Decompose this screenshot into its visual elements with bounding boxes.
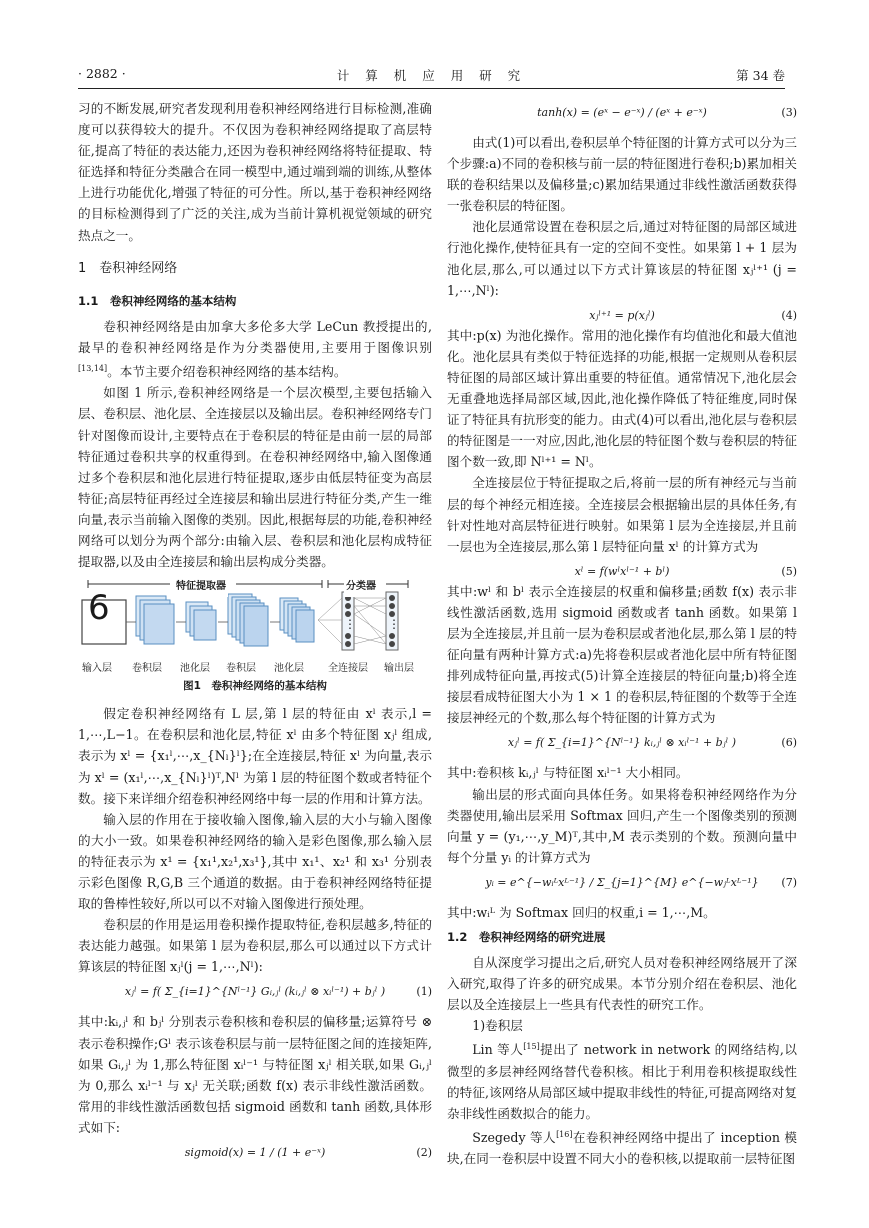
label-fc-layer: 全连接层	[328, 663, 368, 675]
paragraph-r3: 其中:p(x) 为池化操作。常用的池化操作有均值池化和最大值池化。池化层具有类似于特征选择的功能,根据一定规则从卷积层特征图的局部区域计算出重要的特征值。通常情况下,池化层会无重叠地选择局部区域,因此,池化操作降低了特征维度,同时保证了特征具有抗形变的能力。由式(4)可以看出,池化层与卷积层的特征图是一一对应,因此,池化层的特征图个数与卷积层的特征图个数一致,即 Nˡ⁺¹ = Nˡ。	[447, 327, 797, 470]
feature-extractor-label: 特征提取器	[174, 576, 228, 597]
running-header	[78, 66, 785, 88]
figure-1	[78, 576, 432, 678]
paragraph-r9: 自从深度学习提出之后,研究人员对卷积神经网络展开了深入研究,取得了许多的研究成果。本节分别介绍在卷积层、池化层以及全连接层上一些具有代表性的研究工作。	[447, 955, 797, 1013]
paragraph-r7: 输出层的形式面向具体任务。如果将卷积神经网络作为分类器使用,输出层采用 Softmax 回归,产生一个图像类别的预测向量 y = (y₁,⋯,y_M)ᵀ,其中,M 表示类别的个数。预测向量中每个分量 yᵢ 的计算方式为	[447, 786, 797, 865]
equation-4	[447, 301, 797, 325]
equation-7-number: (7)	[781, 875, 797, 889]
equation-6-body: xⱼˡ = f( Σ_{i=1}^{Nˡ⁻¹} kᵢ,ⱼˡ ⊗ xᵢˡ⁻¹ + bⱼˡ )	[507, 736, 737, 750]
paragraph-1-1c: 假定卷积神经网络有 L 层,第 l 层的特征由 xˡ 表示,l = 1,⋯,L−1。在卷积层和池化层,特征 xˡ 由多个特征图 xⱼˡ 组成,表示为 xˡ = {x₁ˡ,⋯,x_{Nₗ}ˡ};在全连接层,特征 xˡ 为向量,表示为 xˡ = (x₁ˡ,⋯,x_{Nₗ}ˡ)ᵀ,Nˡ 为第 l 层的特征图个数或者特征个数。接下来详细介绍卷积神经网络中每一层的作用和计算方法。	[78, 706, 432, 806]
equation-5-body: xˡ = f(wˡxˡ⁻¹ + bˡ)	[574, 564, 670, 578]
paragraph-1-1d: 输入层的作用在于接收输入图像,输入层的大小与输入图像的大小一致。如果卷积神经网络的输入是彩色图像,那么输入层的特征表示为 x¹ = {x₁¹,x₂¹,x₃¹},其中 x₁¹、x₂¹ 和 x₃¹ 分别表示彩色图像 R,G,B 三个通道的数据。由于卷积神经网络特征提取的鲁棒性较好,所以可以不对输入图像进行预处理。	[78, 811, 432, 912]
paragraph-r5: 其中:wˡ 和 bˡ 表示全连接层的权重和偏移量;函数 f(x) 表示非线性激活函数,选用 sigmoid 函数或者 tanh 函数。如果第 l 层为全连接层,并且前一层为卷积层或者池化层,那么第 l 层的特征向量有两种计算方式:a)先将卷积层或者池化层中所有特征图排列成特征向量,再按式(5)计算全连接层的特征向量;b)将全连接层看成特征图大小为 1 × 1 的卷积层,特征图的个数等于全连接层神经元的个数,那么每个特征图的计算方式为	[447, 583, 797, 726]
label-input-layer: 输入层	[82, 663, 112, 675]
paragraph-text: Szegedy 等人	[472, 1130, 557, 1146]
paragraph-r12	[447, 1124, 797, 1169]
paragraph-r11	[447, 1036, 797, 1124]
citation[interactable]: [15]	[523, 1042, 540, 1052]
equation-6	[447, 728, 797, 762]
volume-label: 第 34 卷	[736, 68, 785, 83]
paragraph-intro: 习的不断发展,研究者发现利用卷积神经网络进行目标检测,准确度可以获得较大的提升。不仅因为卷积神经网络提取了高层特征,提高了特征的表达能力,还因为卷积神经网络将特征提取、特征选择和特征分类融合在同一模型中,通过端到端的训练,从整体上进行功能优化,增强了特征的可分性。所以,基于卷积神经网络的目标检测得到了广泛的关注,成为当前计算机视觉领域的研究热点之一。	[78, 101, 432, 243]
page-number: · 2882 ·	[78, 66, 126, 81]
classifier-label: 分类器	[344, 576, 378, 597]
equation-1-number: (1)	[416, 985, 432, 999]
label-conv-layer-1: 卷积层	[132, 663, 162, 675]
paragraph-r6: 其中:卷积核 kᵢ,ⱼˡ 与特征图 xᵢˡ⁻¹ 大小相同。	[447, 765, 689, 781]
section-heading-1: 1 卷积神经网络	[78, 260, 178, 276]
equation-5-number: (5)	[781, 564, 797, 578]
equation-7-body: yᵢ = e^{−wᵢᴸxᴸ⁻¹} / Σ_{j=1}^{M} e^{−wⱼᴸxᴸ⁻¹}	[485, 875, 759, 889]
equation-3-number: (3)	[781, 106, 797, 119]
equation-1	[78, 977, 432, 1011]
paragraph-text: 在卷积神经网络中提出了 inception 模块,在同一卷积层中设置不同大小的卷积核,以提取前一层特征图	[447, 1130, 797, 1167]
paragraph-text: 。本节主要介绍卷积神经网络的基本结构。	[107, 364, 347, 380]
label-output-layer: 输出层	[384, 663, 414, 675]
paragraph-text: 提出了 network in network 的网络结构,以微型的多层神经网络替代卷积核。相比于利用卷积核提取线性的特征,该网络从局部区域中提取非线性的特征,可提高网络对复杂非线性函数拟合的能力。	[447, 1042, 797, 1121]
fc-ellipsis: ⋮	[344, 617, 356, 632]
paragraph-r4: 全连接层位于特征提取之后,将前一层的所有神经元与当前层的每个神经元相连接。全连接层会根据输出层的具体任务,有针对性地对高层特征进行映射。如果第 l 层为全连接层,并且前一层也为全连接层,那么第 l 层特征向量 xˡ 的计算方式为	[447, 475, 797, 554]
label-pool-layer-2: 池化层	[274, 663, 304, 675]
equation-1-body: xⱼˡ = f( Σ_{i=1}^{Nˡ⁻¹} Gᵢ,ⱼˡ (kᵢ,ⱼˡ ⊗ xᵢˡ⁻¹) + bⱼˡ )	[124, 985, 386, 999]
paragraph-1-1b: 如图 1 所示,卷积神经网络是一个层次模型,主要包括输入层、卷积层、池化层、全连接层以及输出层。卷积神经网络专门针对图像而设计,主要特点在于卷积层的特征是由前一层的局部特征通过卷积共享的权重得到。在卷积神经网络中,输入图像通过多个卷积层和池化层进行特征提取,逐步由低层特征变为高层特征;高层特征再经过全连接层和输出层进行特征分类,产生一维向量,表示当前输入图像的类别。因此,根据每层的功能,卷积神经网络可以划分为两个部分:由输入层、卷积层和池化层构成特征提取器,以及由全连接层和输出层构成分类器。	[78, 385, 432, 570]
journal-title: 计 算 机 应 用 研 究	[336, 68, 527, 83]
paragraph-r1: 由式(1)可以看出,卷积层单个特征图的计算方式可以分为三个步骤:a)不同的卷积核与前一层的特征图进行卷积;b)累加相关联的卷积结果以及偏移量;c)累加结果通过非线性激活函数获得一张卷积层的特征图。	[447, 135, 797, 214]
label-pool-layer-1: 池化层	[180, 663, 210, 675]
pool-layer-1-stack	[186, 602, 216, 640]
left-column	[78, 98, 432, 1172]
paragraph-text: 卷积神经网络是由加拿大多伦多大学 LeCun 教授提出的,最早的卷积神经网络是作为分类器使用,主要用于图像识别	[78, 318, 432, 355]
equation-2-number: (2)	[416, 1146, 432, 1160]
equation-2	[78, 1138, 432, 1172]
paragraph-1-1a	[78, 316, 432, 382]
citation[interactable]: [16]	[556, 1130, 573, 1140]
paragraph-1-1e: 卷积层的作用是运用卷积操作提取特征,卷积层越多,特征的表达能力越强。如果第 l 层为卷积层,那么可以通过以下方式计算该层的特征图 xⱼˡ(j = 1,⋯,Nˡ):	[78, 917, 432, 975]
equation-4-number: (4)	[781, 308, 797, 322]
section-heading-1-2: 1.2 卷积神经网络的研究进展	[447, 930, 606, 944]
equation-7	[447, 868, 797, 902]
equation-2-body: sigmoid(x) = 1 / (1 + e⁻ˣ)	[184, 1146, 326, 1160]
citation[interactable]: [13,14]	[78, 364, 108, 374]
figure-1-caption: 图1 卷积神经网络的基本结构	[183, 680, 327, 693]
paragraph-text: Lin 等人	[472, 1042, 524, 1058]
output-ellipsis: ⋮	[388, 617, 400, 632]
handwritten-digit: 6	[88, 588, 110, 629]
equation-3	[447, 98, 797, 132]
paragraph-r2: 池化层通常设置在卷积层之后,通过对特征图的局部区域进行池化操作,使特征具有一定的空间不变性。如果第 l + 1 层为池化层,那么,可以通过以下方式计算该层的特征图 xⱼˡ⁺¹ (j = 1,⋯,Nˡ):	[447, 219, 797, 298]
paragraph-1-1f: 其中:kᵢ,ⱼˡ 和 bⱼˡ 分别表示卷积核和卷积层的偏移量;运算符号 ⊗ 表示卷积操作;Gˡ 表示该卷积层与前一层特征图之间的连接矩阵,如果 Gᵢ,ⱼˡ 为 1,那么特征图 xᵢˡ⁻¹ 与特征图 xⱼˡ 相关联,如果 Gᵢ,ⱼˡ 为 0,那么 xᵢˡ⁻¹ 与 xⱼˡ 无关联;函数 f(x) 表示非线性激活函数。常用的非线性激活函数包括 sigmoid 函数和 tanh 函数,具体形式如下:	[78, 1014, 432, 1135]
conv-layer-1-stack	[136, 596, 174, 644]
paragraph-r8: 其中:wᵢᴸ 为 Softmax 回归的权重,i = 1,⋯,M。	[447, 904, 716, 920]
equation-4-body: xⱼˡ⁺¹ = p(xⱼˡ)	[589, 308, 655, 322]
equation-5	[447, 557, 797, 581]
pool-layer-2-stack	[280, 598, 314, 642]
equation-6-number: (6)	[781, 736, 797, 750]
label-conv-layer-2: 卷积层	[226, 663, 256, 675]
header-rule	[78, 88, 785, 89]
paragraph-r10: 1)卷积层	[472, 1018, 523, 1034]
equation-3-body: tanh(x) = (eˣ − e⁻ˣ) / (eˣ + e⁻ˣ)	[537, 106, 707, 119]
section-heading-1-1: 1.1 卷积神经网络的基本结构	[78, 293, 237, 308]
conv-layer-2-stack	[228, 594, 268, 646]
right-column	[447, 98, 797, 1169]
